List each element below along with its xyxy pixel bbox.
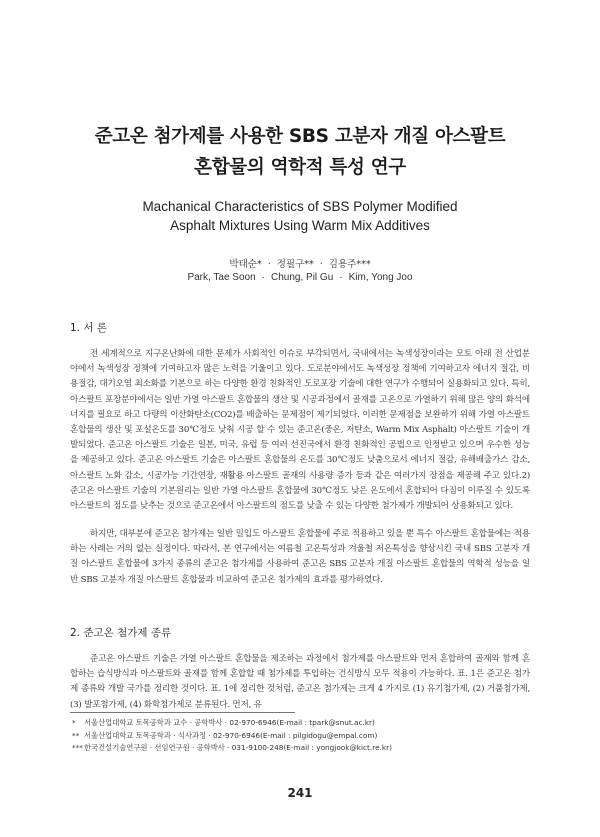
- footnote-mark: *: [72, 718, 76, 727]
- author-separator: ·: [339, 272, 343, 283]
- author-3-english: Kim, Yong Joo: [348, 272, 413, 283]
- page-number: 241: [287, 786, 313, 800]
- author-separator: ·: [267, 259, 271, 270]
- additive-types-paragraph-1: 준고온 아스팔트 기술은 가열 아스팔트 혼합물을 제조하는 과정에서 첨가제를 아스팔트와 먼저 혼합하여 골재와 함께 혼합하는 습식방식과 아스팔트와 골재를 함께 혼합할 때 첨가제를 투입하는 건식방식 모두 적용이 가능하다. 표. 1은 준고온 첨가제 종류와 개발 국가를 정리한 것이다. 표. 1에 정리한 것처럼, 준고온 첨가제는 크게 4 가지로 (1) 유기첨가제, (2) 거품첨가제, (3) 발포첨가제, (4) 화학첨가제로 분류된다. 먼저, 유: [70, 654, 530, 710]
- footnote-text: 한국건설기술연구원 · 선임연구원 · 공학박사 · 031-9100-248(E-mail : yongjook@kict.re.kr): [84, 743, 392, 753]
- footnote-3: [72, 742, 532, 755]
- author-1-english: Park, Tae Soon: [187, 272, 256, 283]
- title-korean-line-2: 혼합물의 역학적 특성 연구: [194, 157, 406, 178]
- title-english-line-1: Machanical Characteristics of SBS Polymer Modified: [142, 199, 458, 214]
- author-2-english: Chung, Pil Gu: [271, 272, 334, 283]
- footnote-text: 서울산업대학교 토목공학과 교수 · 공학박사 · 02-970-6946(E-mail : tpark@snut.ac.kr): [84, 718, 375, 727]
- author-2-korean: 정필구**: [276, 259, 314, 270]
- footnote-text: 서울산업대학교 토목공학과 · 석사과정 · 02-970-6946(E-mail : pilgidogu@empal.com): [84, 730, 378, 740]
- authors-korean: [0, 256, 600, 270]
- author-separator: ·: [319, 259, 323, 270]
- footnote-mark: **: [72, 730, 80, 740]
- footnote-rule: [70, 712, 295, 713]
- footnotes: [72, 717, 532, 755]
- section-heading-additive-types: 2. 준고온 첨가제 종류: [70, 627, 172, 639]
- footnote-2: [72, 730, 532, 743]
- footnote-mark: ***: [72, 743, 83, 753]
- section-heading-introduction: 1. 서 론: [70, 322, 107, 334]
- title-korean-line-1: 준고온 첨가제를 사용한 SBS 고분자 개질 아스팔트: [94, 126, 506, 147]
- introduction-paragraph-2: 하지만, 대부분에 준고온 첨가제는 일반 밀입도 아스팔트 혼합물에 주로 적용하고 있을 뿐 특수 아스팔트 혼합물에는 적용하는 사례는 거의 없는 실정이다. 따라서, 본 연구에서는 여름철 고온특성과 겨울철 저온특성을 향상시킨 국내 SBS 고분자 개질 아스팔트 혼합물에 3가지 종류의 준고온 첨가제를 사용하여 준고온 SBS 고분자 개질 아스팔트 혼합물의 역학적 성능을 일반 SBS 고분자 개질 아스팔트 혼합물과 비교하여 준고온 첨가제의 효과를 평가하였다.: [70, 529, 530, 585]
- author-separator: ·: [261, 272, 265, 283]
- authors-english: [0, 272, 600, 283]
- introduction-paragraph-1: 전 세계적으로 지구온난화에 대한 문제가 사회적인 이슈로 부각되면서, 국내에서는 녹색성장이라는 모토 아래 전 산업분야에서 녹색성장 정책에 기여하고자 많은 노력을 기울이고 있다. 도로분야에서도 녹색성장 정책에 기여하고자 에너지 절감, 비용절감, 대기오염 최소화를 기본으로 하는 다양한 환경 친화적인 도로포장 기술에 대한 연구가 수행되어 실용화되고 있다. 특히, 아스팔트 포장분야에서는 일반 가열 아스팔트 혼합물의 생산 및 시공과정에서 골재를 고온으로 가열하기 위해 많은 양의 화석에너지를 필요로 하고 다량의 이산화탄소(CO2)를 배출하는 문제점이 제기되었다. 이러한 문제점을 보완하기 위해 가열 아스팔트 혼합물의 생산 및 포설온도를 30℃정도 낮춰 시공 할 수 있는 준고온(중온, 저탄소, Warm Mix Asphalt) 아스팔트 기술이 개발되었다. 준고온 아스팔트 기술은 일본, 미국, 유럽 등 여러 선진국에서 환경 친화적인 공법으로 인정받고 있으며 우수한 성능을 제공하고 있다. 준고온 아스팔트 기술은 아스팔트 혼합물의 온도를 30℃정도 낮춤으로서 에너지 절감, 유해배출가스 감소, 아스팔트 노화 감소, 시공가능 기간연장, 재활용 아스팔트 골재의 사용량 증가 등과 같은 여러가지 장점을 제공해 주고 있다.2) 준고온 아스팔트 기술의 기본원리는 일반 가열 아스팔트 혼합물에 30℃정도 낮은 온도에서 혼합되어 다짐이 이루질 수 있도록 아스팔트의 점도를 낮추는 것으로 준고온에서 아스팔트의 점도를 낮출 수 있는 다양한 첨가제가 개발되어 상용화되고 있다.: [70, 349, 530, 512]
- author-1-korean: 박태순*: [229, 259, 262, 270]
- footnote-1: [72, 717, 532, 730]
- author-3-korean: 김용주***: [328, 259, 371, 270]
- title-english-line-2: Asphalt Mixtures Using Warm Mix Additives: [170, 218, 430, 233]
